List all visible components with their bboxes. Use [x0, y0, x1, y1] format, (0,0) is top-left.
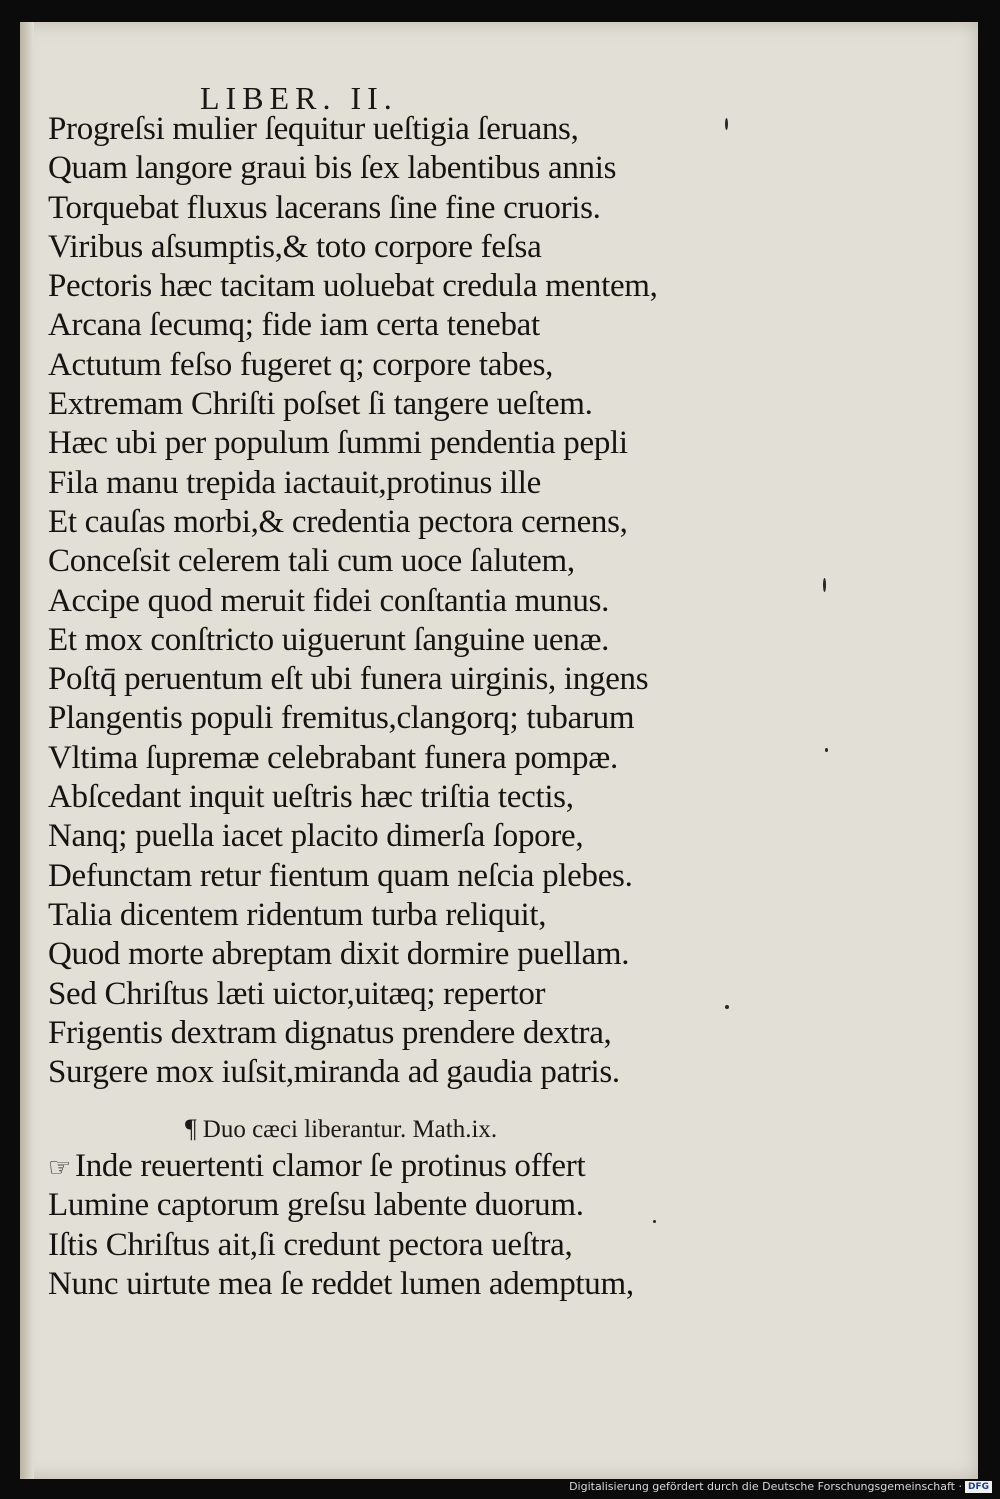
verse-line: Torquebat fluxus lacerans ſine fine cruoris. [48, 189, 601, 226]
verse-line: Talia dicentem ridentum turba reliquit, [48, 896, 547, 933]
verse-line: Pectoris hæc tacitam uoluebat credula mentem, [48, 268, 658, 305]
verse-line: Conceſsit celerem tali cum uoce ſalutem, [48, 543, 575, 580]
verse-line: Surgere mox iuſsit,miranda ad gaudia patris. [48, 1054, 620, 1091]
verse-line: Et mox conſtricto uiguerunt ſanguine uenæ. [48, 621, 610, 658]
book-page [20, 22, 978, 1479]
verse-line: Iſtis Chriſtus ait,ſi credunt pectora ueſtra, [48, 1226, 573, 1263]
verse-line: Plangentis populi fremitus,clangorq; tubarum [48, 700, 635, 737]
verse-line: Abſcedant inquit ueſtris hæc triſtia tectis, [48, 779, 574, 816]
manicule-icon: ☞ [48, 1153, 72, 1182]
verse-line: Accipe quod meruit fidei conſtantia munus. [48, 582, 610, 619]
verse-line-text: Inde reuertenti clamor ſe protinus offert [75, 1148, 586, 1184]
verse-line: Frigentis dextram dignatus prendere dextra, [48, 1014, 612, 1051]
ink-speck [725, 118, 728, 130]
pilcrow-icon: ¶ [185, 1114, 197, 1143]
verse-line: Arcana ſecumq; fide iam certa tenebat [48, 307, 540, 344]
verse-line: Extremam Chriſti poſset ſi tangere ueſtem. [48, 386, 593, 423]
verse-line: Poſtq̄ peruentum eſt ubi funera uirginis, ingens [48, 661, 649, 698]
ink-speck [823, 578, 826, 592]
verse-line: Vltima ſupremæ celebrabant funera pompæ. [48, 739, 618, 776]
ink-speck [653, 1220, 656, 1223]
verse-block-second [48, 1147, 748, 1304]
dfg-logo: DFG [965, 1481, 992, 1493]
verse-line [48, 1147, 748, 1186]
section-rubric [185, 1114, 497, 1144]
verse-line: Nanq; puella iacet placito dimerſa ſopore, [48, 818, 584, 855]
verse-line: Sed Chriſtus læti uictor,uitæq; repertor [48, 975, 546, 1012]
verse-line: Actutum feſso fugeret q; corpore tabes, [48, 346, 554, 383]
verse-line: Hæc ubi per populum ſummi pendentia pepli [48, 425, 628, 462]
verse-line: Viribus aſsumptis,& toto corpore feſsa [48, 228, 542, 265]
verse-line: Fila manu trepida iactauit,protinus ille [48, 464, 541, 501]
verse-line: Quam langore graui bis ſex labentibus annis [48, 150, 617, 187]
verse-line: Et cauſas morbi,& credentia pectora cernens, [48, 503, 628, 540]
credit-text: Digitalisierung gefördert durch die Deutsche Forschungsgemeinschaft · [569, 1480, 962, 1493]
digitization-credit [569, 1480, 992, 1493]
verse-line: Progreſsi mulier ſequitur ueſtigia ſeruans, [48, 111, 579, 147]
verse-line: Lumine captorum greſsu labente duorum. [48, 1187, 584, 1224]
page-gutter-shadow [20, 22, 34, 1479]
rubric-text: Duo cæci liberantur. Math.ix. [202, 1116, 498, 1143]
ink-speck [825, 748, 828, 752]
verse-line: Defunctam retur fientum quam neſcia plebes. [48, 857, 633, 894]
verse-line: Nunc uirtute mea ſe reddet lumen ademptum, [48, 1265, 634, 1302]
verse-line: Quod morte abreptam dixit dormire puellam. [48, 936, 630, 973]
ink-speck [725, 1005, 729, 1009]
verse-block-main [48, 110, 748, 1092]
running-head: LIBER. II. [200, 80, 398, 116]
